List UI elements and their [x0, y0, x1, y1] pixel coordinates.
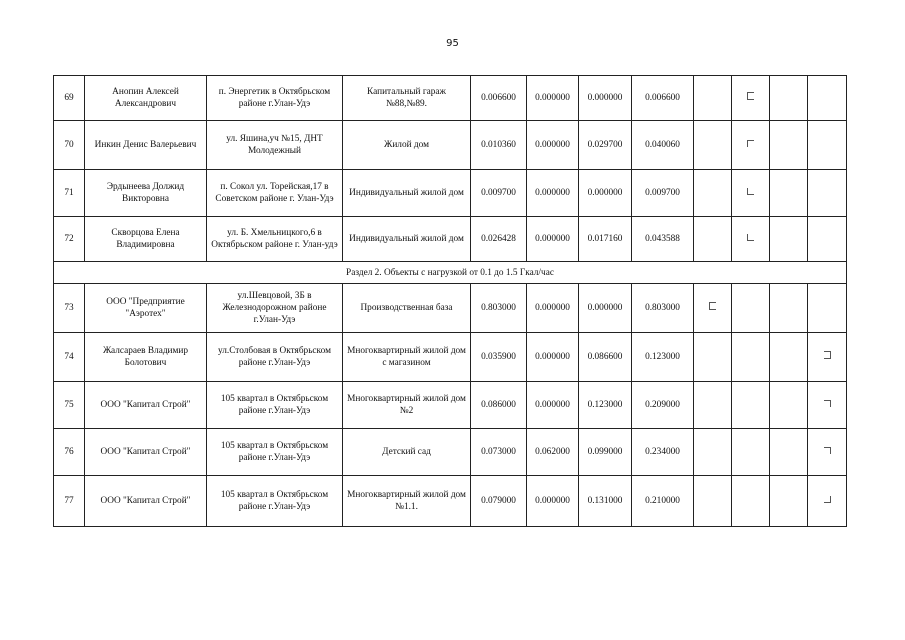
row-number: 74: [54, 333, 85, 382]
table-row: [54, 121, 847, 170]
object-type: Индивидуальный жилой дом: [343, 217, 471, 262]
section-header-row: [54, 262, 847, 284]
object-type: Капитальный гараж №88,№89.: [343, 76, 471, 121]
load-value: 0.017160: [579, 217, 632, 262]
load-total: 0.009700: [632, 170, 694, 217]
load-value: 0.062000: [527, 429, 579, 476]
object-address: ул. Яшина,уч №15, ДНТ Молодежный: [207, 121, 343, 170]
empty-cell: [732, 476, 770, 527]
object-address: 105 квартал в Октябрьском районе г.Улан-Удэ: [207, 429, 343, 476]
mark-cell: [808, 476, 847, 527]
load-value: 0.000000: [579, 284, 632, 333]
consumer-name: ООО "Капитал Строй": [85, 429, 207, 476]
load-total: 0.210000: [632, 476, 694, 527]
load-value: 0.000000: [579, 76, 632, 121]
checkbox-mark-icon: [747, 92, 754, 100]
load-value: 0.123000: [579, 382, 632, 429]
empty-cell: [770, 121, 808, 170]
empty-cell: [694, 429, 732, 476]
empty-cell: [770, 476, 808, 527]
object-address: 105 квартал в Октябрьском районе г.Улан-Удэ: [207, 476, 343, 527]
consumer-name: Эрдынеева Должид Викторовна: [85, 170, 207, 217]
load-value: 0.000000: [527, 217, 579, 262]
object-type: Жилой дом: [343, 121, 471, 170]
load-value: 0.000000: [527, 170, 579, 217]
row-number: 76: [54, 429, 85, 476]
empty-cell: [694, 76, 732, 121]
empty-cell: [770, 170, 808, 217]
empty-cell: [694, 170, 732, 217]
empty-cell: [770, 429, 808, 476]
empty-cell: [694, 333, 732, 382]
load-value: 0.000000: [579, 170, 632, 217]
object-address: ул.Столбовая в Октябрьском районе г.Улан-Удэ: [207, 333, 343, 382]
load-value: 0.029700: [579, 121, 632, 170]
checkbox-mark-icon: [824, 400, 831, 407]
empty-cell: [732, 333, 770, 382]
object-type: Детский сад: [343, 429, 471, 476]
mark-cell: [732, 170, 770, 217]
load-total: 0.234000: [632, 429, 694, 476]
checkbox-mark-icon: [709, 302, 716, 310]
load-value: 0.000000: [527, 121, 579, 170]
table-row: [54, 476, 847, 527]
table-row: [54, 382, 847, 429]
load-value: 0.079000: [471, 476, 527, 527]
load-total: 0.123000: [632, 333, 694, 382]
empty-cell: [732, 382, 770, 429]
load-value: 0.073000: [471, 429, 527, 476]
load-value: 0.000000: [527, 284, 579, 333]
consumer-name: Анопин Алексей Александрович: [85, 76, 207, 121]
object-type: Индивидуальный жилой дом: [343, 170, 471, 217]
empty-cell: [808, 121, 847, 170]
load-value: 0.803000: [471, 284, 527, 333]
load-value: 0.086000: [471, 382, 527, 429]
empty-cell: [694, 121, 732, 170]
mark-cell: [732, 217, 770, 262]
object-address: 105 квартал в Октябрьском районе г.Улан-Удэ: [207, 382, 343, 429]
object-address: п. Энергетик в Октябрьском районе г.Улан-Удэ: [207, 76, 343, 121]
object-address: п. Сокол ул. Торейская,17 в Советском районе г. Улан-Удэ: [207, 170, 343, 217]
load-value: 0.000000: [527, 476, 579, 527]
empty-cell: [694, 382, 732, 429]
load-value: 0.009700: [471, 170, 527, 217]
consumer-name: ООО "Капитал Строй": [85, 476, 207, 527]
load-total: 0.209000: [632, 382, 694, 429]
empty-cell: [694, 217, 732, 262]
empty-cell: [808, 76, 847, 121]
row-number: 72: [54, 217, 85, 262]
consumer-name: Жалсараев Владимир Болотович: [85, 333, 207, 382]
checkbox-mark-icon: [747, 188, 754, 195]
empty-cell: [770, 76, 808, 121]
row-number: 73: [54, 284, 85, 333]
mark-cell: [732, 76, 770, 121]
consumer-name: Инкин Денис Валерьевич: [85, 121, 207, 170]
mark-cell: [694, 284, 732, 333]
load-total: 0.040060: [632, 121, 694, 170]
empty-cell: [770, 333, 808, 382]
empty-cell: [732, 429, 770, 476]
table-row: [54, 217, 847, 262]
empty-cell: [694, 476, 732, 527]
table-row: [54, 170, 847, 217]
empty-cell: [770, 284, 808, 333]
object-address: ул. Б. Хмельницкого,6 в Октябрьском районе г. Улан-удэ: [207, 217, 343, 262]
load-value: 0.026428: [471, 217, 527, 262]
row-number: 77: [54, 476, 85, 527]
load-value: 0.000000: [527, 76, 579, 121]
checkbox-mark-icon: [824, 351, 831, 359]
load-value: 0.099000: [579, 429, 632, 476]
page-number: 95: [446, 38, 459, 49]
mark-cell: [808, 333, 847, 382]
row-number: 71: [54, 170, 85, 217]
load-value: 0.086600: [579, 333, 632, 382]
load-value: 0.010360: [471, 121, 527, 170]
load-value: 0.000000: [527, 382, 579, 429]
empty-cell: [732, 284, 770, 333]
row-number: 70: [54, 121, 85, 170]
object-type: Многоквартирный жилой дом с магазином: [343, 333, 471, 382]
row-number: 69: [54, 76, 85, 121]
checkbox-mark-icon: [824, 447, 831, 454]
registry-table: [53, 75, 847, 527]
empty-cell: [770, 217, 808, 262]
empty-cell: [770, 382, 808, 429]
load-value: 0.000000: [527, 333, 579, 382]
consumer-name: ООО "Капитал Строй": [85, 382, 207, 429]
table-row: [54, 333, 847, 382]
empty-cell: [808, 284, 847, 333]
object-address: ул.Шевцовой, 3Б в Железнодорожном районе г.Улан-Удэ: [207, 284, 343, 333]
table-row: [54, 284, 847, 333]
table-row: [54, 429, 847, 476]
load-total: 0.006600: [632, 76, 694, 121]
load-total: 0.803000: [632, 284, 694, 333]
object-type: Производственная база: [343, 284, 471, 333]
load-value: 0.035900: [471, 333, 527, 382]
section-title: Раздел 2. Объекты с нагрузкой от 0.1 до 1.5 Гкал/час: [54, 262, 847, 284]
mark-cell: [808, 382, 847, 429]
empty-cell: [808, 217, 847, 262]
object-type: Многоквартирный жилой дом №2: [343, 382, 471, 429]
checkbox-mark-icon: [747, 234, 754, 241]
load-total: 0.043588: [632, 217, 694, 262]
load-value: 0.131000: [579, 476, 632, 527]
empty-cell: [808, 170, 847, 217]
object-type: Многоквартирный жилой дом №1.1.: [343, 476, 471, 527]
mark-cell: [732, 121, 770, 170]
consumer-name: Скворцова Елена Владимировна: [85, 217, 207, 262]
mark-cell: [808, 429, 847, 476]
checkbox-mark-icon: [824, 496, 831, 503]
consumer-name: ООО "Предприятие "Аэротех": [85, 284, 207, 333]
load-value: 0.006600: [471, 76, 527, 121]
checkbox-mark-icon: [747, 140, 754, 147]
row-number: 75: [54, 382, 85, 429]
table-row: [54, 76, 847, 121]
